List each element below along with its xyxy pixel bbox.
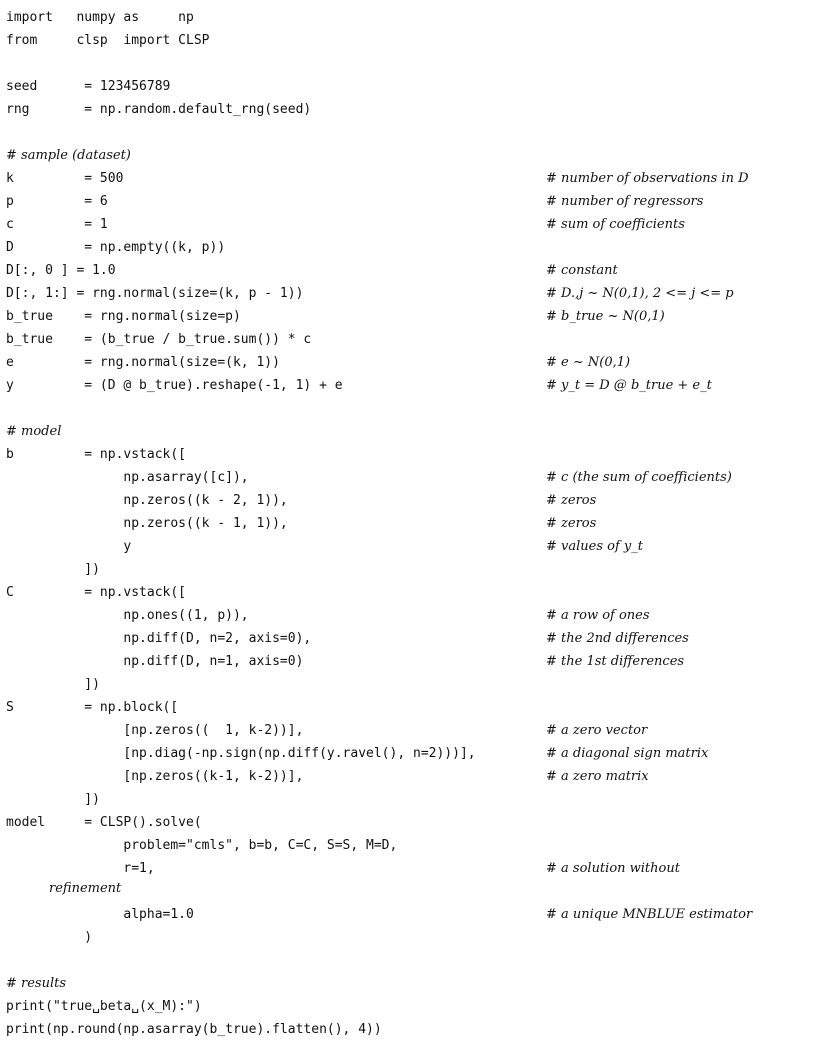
code-text: r=1, (6, 861, 155, 876)
inline-comment: # a zero matrix (546, 769, 649, 784)
code-text: [np.diag(-np.sign(np.diff(y.ravel(), n=2)))], (6, 746, 476, 761)
code-line (6, 926, 811, 949)
code-text: C = np.vstack([ (6, 585, 187, 600)
inline-comment: # the 2nd differences (546, 631, 689, 646)
code-line (6, 351, 811, 374)
code-text: b_true = (b_true / b_true.sum()) * c (6, 332, 312, 347)
code-text: np.asarray([c]), (6, 470, 249, 485)
inline-comment: # a solution without (546, 861, 680, 876)
inline-comment: # zeros (546, 516, 597, 531)
code-text: D[:, 0 ] = 1.0 (6, 263, 116, 278)
inline-comment: # e ~ N(0,1) (546, 355, 631, 370)
code-line (6, 719, 811, 742)
inline-comment: # a unique MNBLUE estimator (546, 907, 753, 922)
code-line (6, 512, 811, 535)
code-line (6, 6, 811, 29)
code-line (6, 374, 811, 397)
inline-comment: # c (the sum of coefficients) (546, 470, 732, 485)
code-text: ]) (6, 562, 100, 577)
code-line (6, 466, 811, 489)
code-line (6, 765, 811, 788)
inline-comment: # sum of coefficients (546, 217, 685, 232)
inline-comment: # D.,j ~ N(0,1), 2 <= j <= p (546, 286, 734, 301)
code-line (6, 627, 811, 650)
code-text: rng = np.random.default_rng(seed) (6, 102, 312, 117)
code-line (6, 75, 811, 98)
code-text: alpha=1.0 (6, 907, 194, 922)
code-line (6, 213, 811, 236)
code-line (6, 604, 811, 627)
code-text: D = np.empty((k, p)) (6, 240, 226, 255)
code-line (6, 995, 811, 1018)
inline-comment: # y_t = D @ b_true + e_t (546, 378, 712, 393)
code-line (6, 558, 811, 581)
code-line (6, 535, 811, 558)
code-line (6, 190, 811, 213)
code-text: model = CLSP().solve( (6, 815, 202, 830)
code-line (6, 581, 811, 604)
code-text: ]) (6, 792, 100, 807)
code-text: np.zeros((k - 1, 1)), (6, 516, 288, 531)
code-text: b = np.vstack([ (6, 447, 187, 462)
inline-comment: # number of observations in D (546, 171, 749, 186)
code-text: e = rng.normal(size=(k, 1)) (6, 355, 280, 370)
code-text: p = 6 (6, 194, 108, 209)
code-line (6, 328, 811, 351)
section-comment-text: # model (6, 424, 62, 439)
code-line (6, 29, 811, 52)
blank-line (6, 949, 811, 972)
code-line (6, 1018, 811, 1041)
code-line (6, 236, 811, 259)
wrapped-comment-line (6, 880, 811, 903)
blank-line (6, 121, 811, 144)
code-text: b_true = rng.normal(size=p) (6, 309, 241, 324)
code-text: ]) (6, 677, 100, 692)
code-text: y = (D @ b_true).reshape(-1, 1) + e (6, 378, 343, 393)
code-line (6, 673, 811, 696)
section-comment-text: # sample (dataset) (6, 148, 131, 163)
code-line (6, 282, 811, 305)
code-text: problem="cmls", b=b, C=C, S=S, M=D, (6, 838, 398, 853)
code-line (6, 167, 811, 190)
inline-comment: # values of y_t (546, 539, 643, 554)
inline-comment: # a row of ones (546, 608, 650, 623)
code-text: y (6, 539, 132, 554)
inline-comment: # a zero vector (546, 723, 648, 738)
inline-comment: # b_true ~ N(0,1) (546, 309, 665, 324)
blank-line (6, 52, 811, 75)
code-text: np.diff(D, n=2, axis=0), (6, 631, 312, 646)
code-line (6, 650, 811, 673)
code-text: k = 500 (6, 171, 124, 186)
section-comment-text: # results (6, 976, 67, 991)
code-text: np.ones((1, p)), (6, 608, 249, 623)
code-text: seed = 123456789 (6, 79, 171, 94)
code-line (6, 742, 811, 765)
code-text: print("true␣beta␣(x_M):") (6, 999, 202, 1014)
code-line (6, 305, 811, 328)
inline-comment: # the 1st differences (546, 654, 685, 669)
section-comment (6, 972, 811, 995)
code-text: np.zeros((k - 2, 1)), (6, 493, 288, 508)
code-line (6, 903, 811, 926)
inline-comment: # constant (546, 263, 618, 278)
code-listing (6, 6, 811, 1041)
code-text: S = np.block([ (6, 700, 179, 715)
code-text: [np.zeros(( 1, k-2))], (6, 723, 304, 738)
section-comment (6, 144, 811, 167)
code-line (6, 443, 811, 466)
code-text: print(np.round(np.asarray(b_true).flatten(), 4)) (6, 1022, 382, 1037)
section-comment (6, 420, 811, 443)
code-text: from clsp import CLSP (6, 33, 210, 48)
inline-comment: # a diagonal sign matrix (546, 746, 709, 761)
code-text: import numpy as np (6, 10, 194, 25)
code-line (6, 489, 811, 512)
code-text: ) (6, 930, 93, 945)
code-text: [np.zeros((k-1, k-2))], (6, 769, 304, 784)
code-text: c = 1 (6, 217, 108, 232)
code-line (6, 857, 811, 880)
code-line (6, 98, 811, 121)
code-line (6, 788, 811, 811)
code-line (6, 259, 811, 282)
code-line (6, 811, 811, 834)
inline-comment: # zeros (546, 493, 597, 508)
wrapped-comment-text: refinement (49, 881, 122, 896)
code-line (6, 696, 811, 719)
code-line (6, 834, 811, 857)
blank-line (6, 397, 811, 420)
code-text: np.diff(D, n=1, axis=0) (6, 654, 304, 669)
inline-comment: # number of regressors (546, 194, 704, 209)
code-text: D[:, 1:] = rng.normal(size=(k, p - 1)) (6, 286, 304, 301)
